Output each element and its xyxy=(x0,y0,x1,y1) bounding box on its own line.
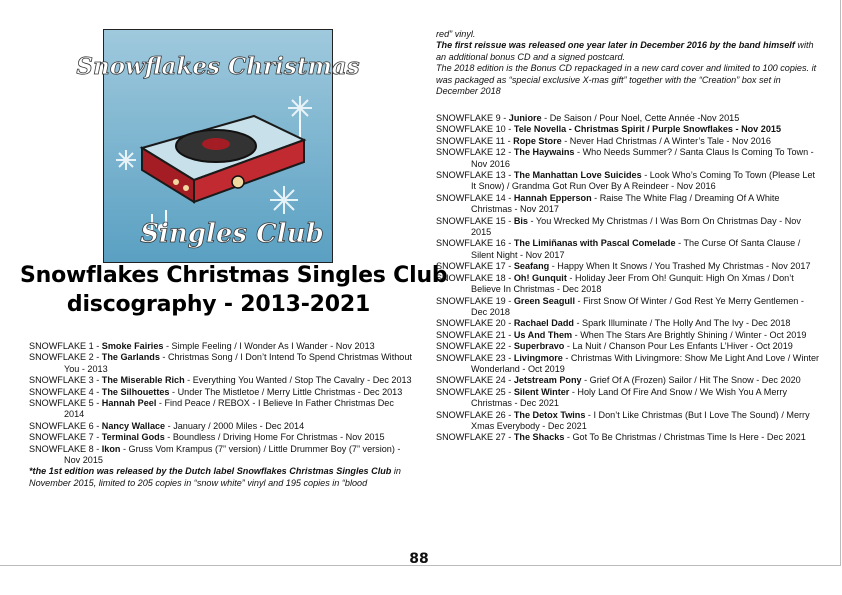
list-item: SNOWFLAKE 25 - Silent Winter - Holy Land Of Fire And Snow / We Wish You A Merry Christmas - Dec 2021 xyxy=(436,386,787,409)
title-line-2: discography - 2013-2021 xyxy=(66,292,371,317)
title-line-1: Snowflakes Christmas Singles Club xyxy=(20,263,448,288)
note-bold: The first reissue was released one year later in December 2016 by the band himself xyxy=(436,40,795,51)
list-item: SNOWFLAKE 7 - Terminal Gods - Boundless / Driving Home For Christmas - Nov 2015 xyxy=(29,432,385,443)
list-item: SNOWFLAKE 26 - The Detox Twins - I Don’t Like Christmas (But I Love The Sound) / Merry Xmas Everybody - Dec 2021 xyxy=(436,409,810,431)
list-item: SNOWFLAKE 14 - Hannah Epperson - Raise The White Flag / Dreaming Of A White Christmas - Nov 2017 xyxy=(436,192,780,215)
list-item: SNOWFLAKE 10 - Tele Novella - Christmas Spirit / Purple Snowflakes - Nov 2015 xyxy=(436,124,782,135)
list-item: SNOWFLAKE 1 - Smoke Fairies - Simple Feeling / I Wonder As I Wander - Nov 2013 xyxy=(29,341,375,351)
list-item: SNOWFLAKE 16 - The Limiñanas with Pascal Comelade - The Curse Of Santa Clause / Silent Night - Nov 2017 xyxy=(436,238,801,260)
list-item: SNOWFLAKE 19 - Green Seagull - First Snow Of Winter / God Rest Ye Merry Gentlemen - Dec 2018 xyxy=(436,295,804,317)
list-item: SNOWFLAKE 12 - The Haywains - Who Needs Summer? / Santa Claus Is Coming To Town - Nov 2016 xyxy=(436,147,814,169)
list-item: SNOWFLAKE 9 - Juniore - De Saison / Pour Noel, Cette Année -Nov 2015 xyxy=(436,113,740,123)
list-item: SNOWFLAKE 18 - Oh! Gunquit - Holiday Jeer From Oh! Gunquit: High On Xmas / Don’t Believe In Christmas - Dec 2018 xyxy=(436,272,794,295)
page-title xyxy=(20,261,448,319)
edition-note-continued xyxy=(436,29,821,97)
note-line: with an additional bonus CD and a signed postcard. xyxy=(436,40,814,62)
list-item: SNOWFLAKE 6 - Nancy Wallace - January / 2000 Miles - Dec 2014 xyxy=(29,420,305,431)
edition-note: *the 1st edition was released by the Dutch label Snowflakes Christmas Singles Club in November 2015, limited to 205 copies in “snow white” vinyl and 195 copies in “blood xyxy=(29,466,401,488)
snowflakes-logo xyxy=(76,29,360,263)
note-line: The 2018 edition is the Bonus CD repackaged in a new card cover and limited to 100 copies. it was packaged as “special exclusive X-mas gift” together with the “Creation” box set in December 2018 xyxy=(436,63,817,97)
list-item: SNOWFLAKE 22 - Superbravo - La Nuit / Chanson Pour Les Enfants L’Hiver - Oct 2019 xyxy=(436,341,793,352)
list-item: SNOWFLAKE 23 - Livingmore - Christmas With Livingmore: Show Me Light And Love / Winter Wonderland - Oct 2019 xyxy=(436,352,820,374)
list-item: SNOWFLAKE 20 - Rachael Dadd - Spark Illuminate / The Holly And The Ivy - Dec 2018 xyxy=(436,318,791,329)
discography-list-right xyxy=(436,113,821,444)
list-item: SNOWFLAKE 17 - Seafang - Happy When It Snows / You Trashed My Christmas - Nov 2017 xyxy=(436,261,811,272)
list-item: SNOWFLAKE 15 - Bis - You Wrecked My Christmas / I Was Born On Christmas Day - Nov 2015 xyxy=(436,215,801,238)
list-item: SNOWFLAKE 27 - The Shacks - Got To Be Christmas / Christmas Time Is Here - Dec 2021 xyxy=(436,432,806,443)
svg-text:Snowflakes Christmas: Snowflakes Christmas xyxy=(76,53,360,80)
svg-text:Singles Club: Singles Club xyxy=(140,219,324,249)
page-number: 88 xyxy=(409,551,429,567)
list-item: SNOWFLAKE 2 - The Garlands - Christmas Song / I Don’t Intend To Spend Christmas Without You - 2013 xyxy=(29,352,412,374)
list-item: SNOWFLAKE 5 - Hannah Peel - Find Peace / REBOX - I Believe In Father Christmas Dec 2014 xyxy=(29,398,394,420)
list-item: SNOWFLAKE 24 - Jetstream Pony - Grief Of A (Frozen) Sailor / Hit The Snow - Dec 2020 xyxy=(436,375,801,386)
list-item: SNOWFLAKE 4 - The Silhouettes - Under The Mistletoe / Merry Little Christmas - Dec 2013 xyxy=(29,386,403,397)
note-line: red” vinyl. xyxy=(436,29,476,39)
list-item: SNOWFLAKE 3 - The Miserable Rich - Everything You Wanted / Stop The Cavalry - Dec 2013 xyxy=(29,375,412,386)
list-item: SNOWFLAKE 13 - The Manhattan Love Suicides - Look Who’s Coming To Town (Please Let It Snow) / Grandma Got Run Over By A Reindeer - Nov 2016 xyxy=(436,170,816,192)
list-item: SNOWFLAKE 21 - Us And Them - When The Stars Are Brightly Shining / Winter - Oct 2019 xyxy=(436,329,807,340)
discography-list-left xyxy=(29,341,414,489)
list-item: SNOWFLAKE 8 - Ikon - Gruss Vom Krampus (7” version) / Little Drummer Boy (7” version) - Nov 2015 xyxy=(29,443,401,466)
list-item: SNOWFLAKE 11 - Rope Store - Never Had Christmas / A Winter’s Tale - Nov 2016 xyxy=(436,135,771,146)
